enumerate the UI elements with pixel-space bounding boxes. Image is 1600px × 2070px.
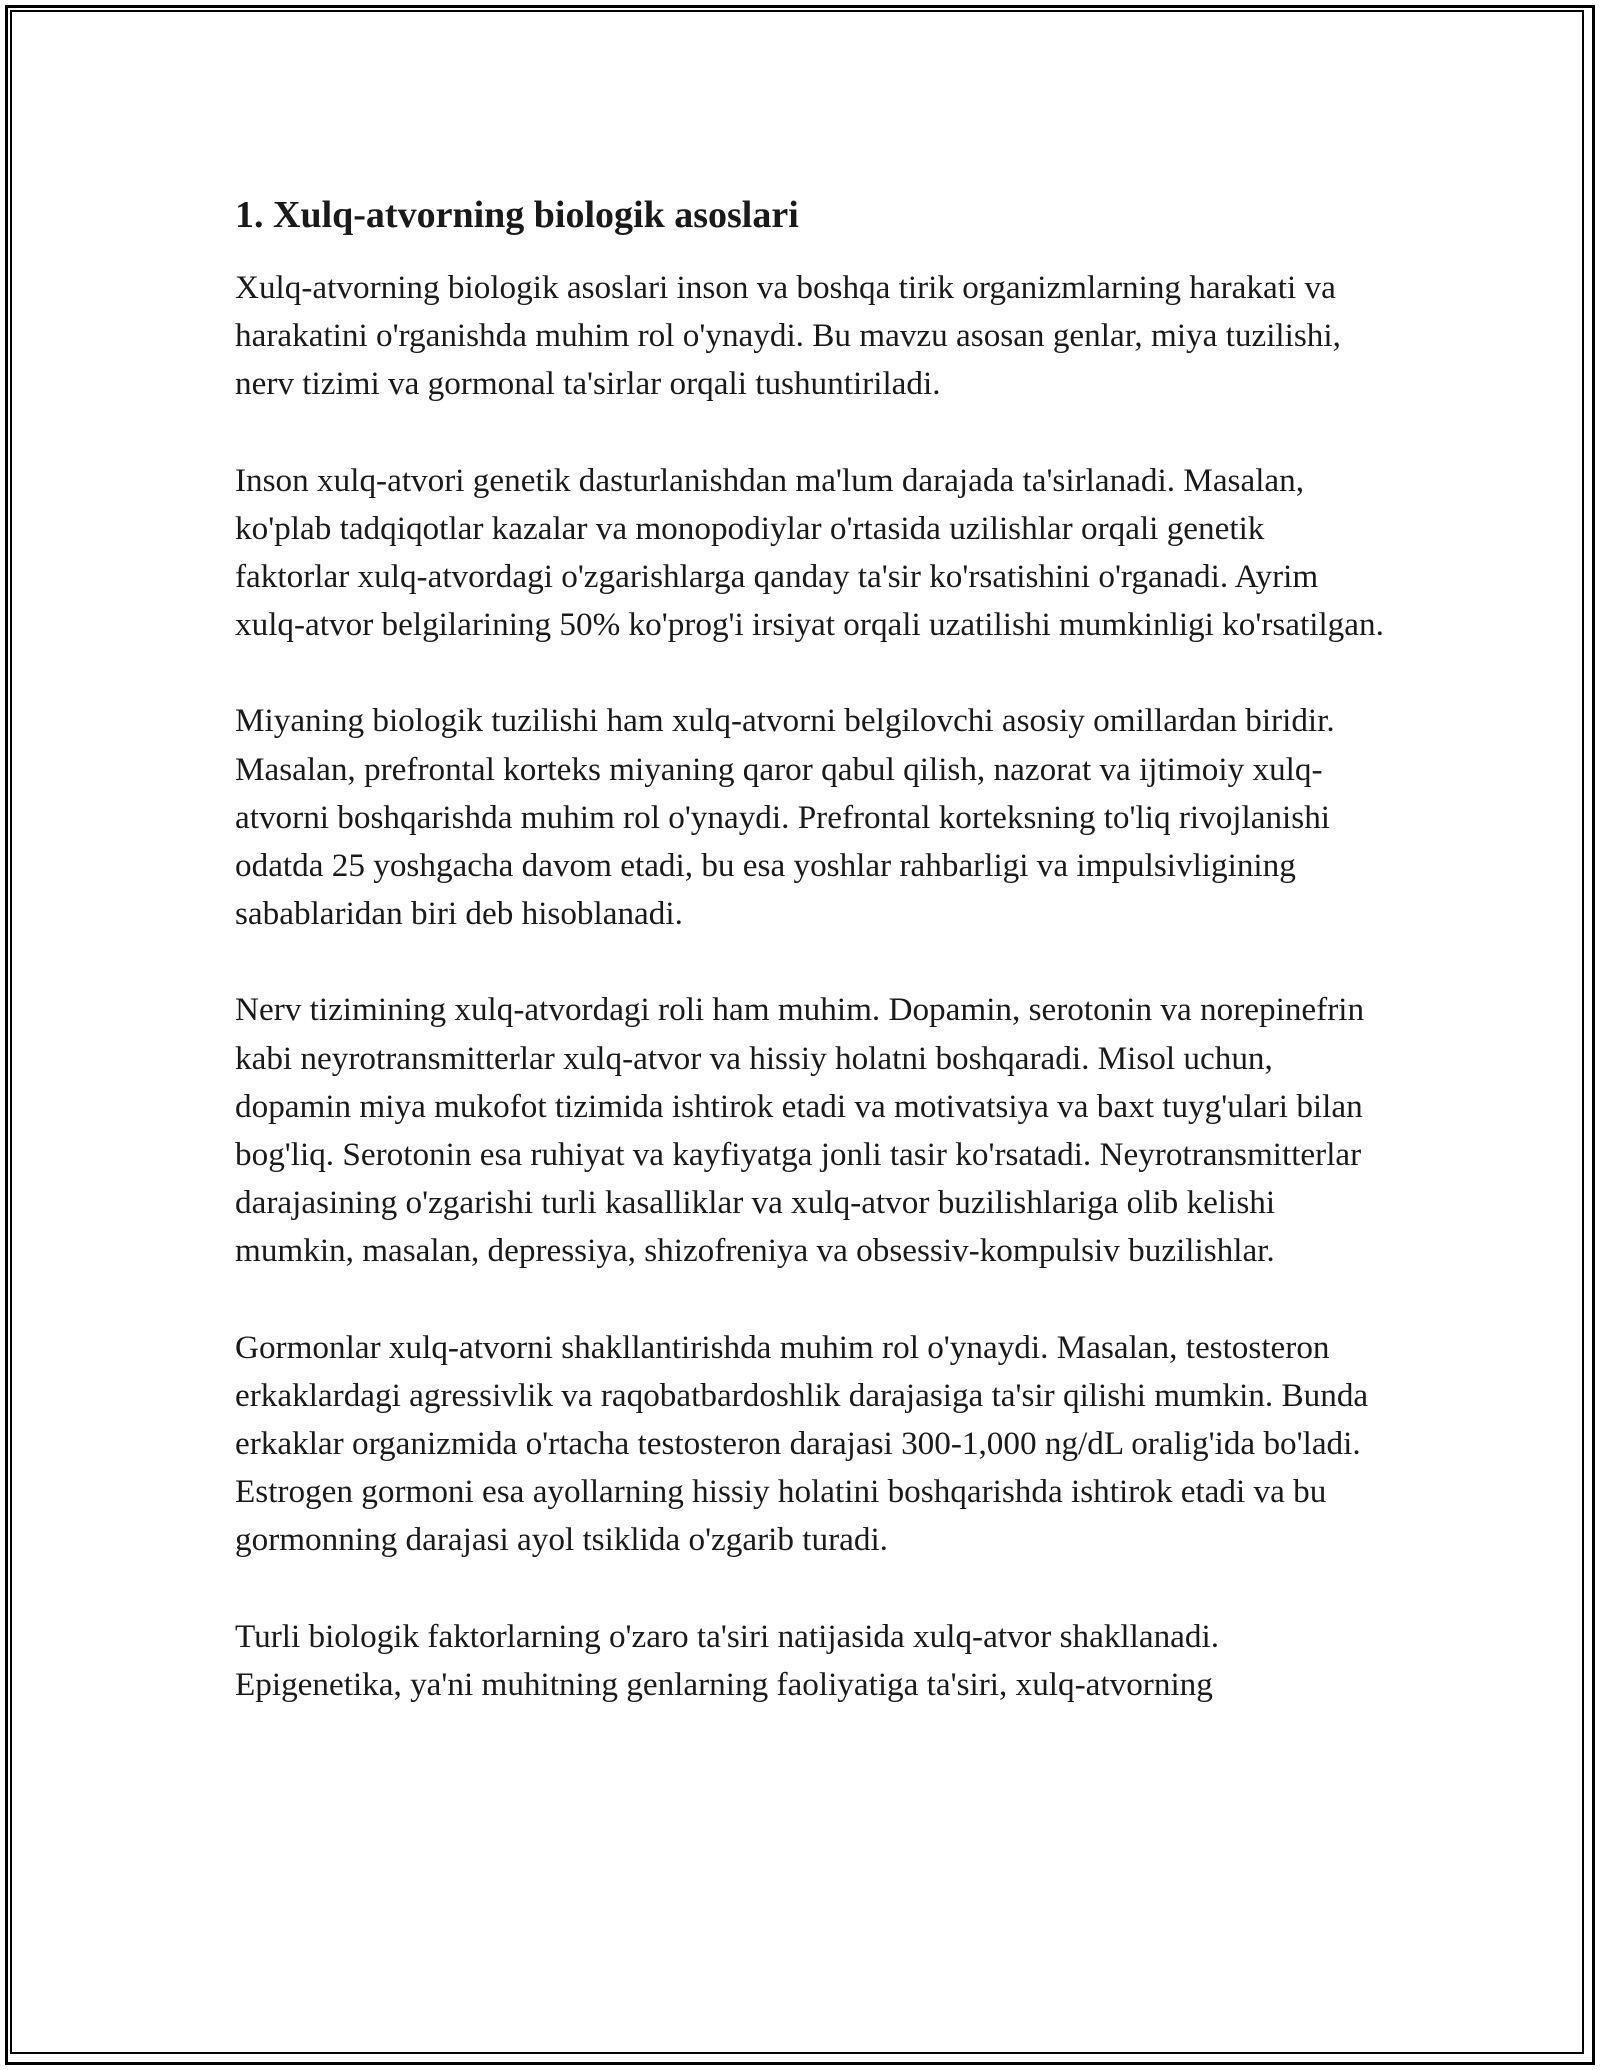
paragraph-genetic-programming: Inson xulq-atvori genetik dasturlanishdan ma'lum darajada ta'sirlanadi. Masalan, ko'plab tadqiqotlar kazalar va monopodiylar o'rtasida uzilishlar orqali genetik faktorlar xulq-atvordagi o'zgarishlarga qanday ta'sir ko'rsatishini o'rganadi. Ayrim xulq-atvor belgilarining 50% ko'prog'i irsiyat orqali uzatilishi mumkinligi ko'rsatilgan. [235,461,1384,644]
paragraph-genetics-intro: Xulq-atvorning biologik asoslari inson va boshqa tirik organizmlarning harakati va harakatini o'rganishda muhim rol o'ynaydi. Bu mavzu asosan genlar, miya tuzilishi, nerv tizimi va gormonal ta'sirlar orqali tushuntiriladi. [235,269,1341,403]
paragraph-epigenetics: Turli biologik faktorlarning o'zaro ta'siri natijasida xulq-atvor shakllanadi. Epigenetika, ya'ni muhitning genlarning faoliyatiga ta'siri, xulq-atvorning [235,1617,1220,1703]
paragraph-nervous-system: Nerv tizimining xulq-atvordagi roli ham muhim. Dopamin, serotonin va norepinefrin kabi neyrotransmitterlar xulq-atvor va hissiy holatni boshqaradi. Misol uchun, dopamin miya mukofot tizimida ishtirok etadi va motivatsiya va baxt tuyg'ulari bilan bog'liq. Serotonin esa ruhiyat va kayfiyatga jonli tasir ko'rsatadi. Neyrotransmitterlar darajasining o'zgarishi turli kasalliklar va xulq-atvor buzilishlariga olib kelishi mumkin, masalan, depressiya, shizofreniya va obsessiv-kompulsiv buzilishlar. [235,991,1365,1270]
paragraph-brain-structure: Miyaning biologik tuzilishi ham xulq-atvorni belgilovchi asosiy omillardan biridir. Masalan, prefrontal korteks miyaning qaror qabul qilish, nazorat va ijtimoiy xulq-atvorni boshqarishda muhim rol o'ynaydi. Prefrontal korteksning to'liq rivojlanishi odatda 25 yoshgacha davom etadi, bu esa yoshlar rahbarligi va impulsivligining sabablaridan biri deb hisoblanadi. [235,702,1335,933]
paragraph-hormones: Gormonlar xulq-atvorni shakllantirishda muhim rol o'ynaydi. Masalan, testosteron erkaklardagi agressivlik va raqobatbardoshlik darajasiga ta'sir qilishi mumkin. Bunda erkaklar organizmida o'rtacha testosteron darajasi 300-1,000 ng/dL oralig'ida bo'ladi. Estrogen gormoni esa ayollarning hissiy holatini boshqarishda ishtirok etadi va bu gormonning darajasi ayol tsiklida o'zgarib turadi. [235,1328,1369,1559]
section-title: 1. Xulq-atvorning biologik asoslari [235,194,799,236]
document-body [235,190,1385,1709]
